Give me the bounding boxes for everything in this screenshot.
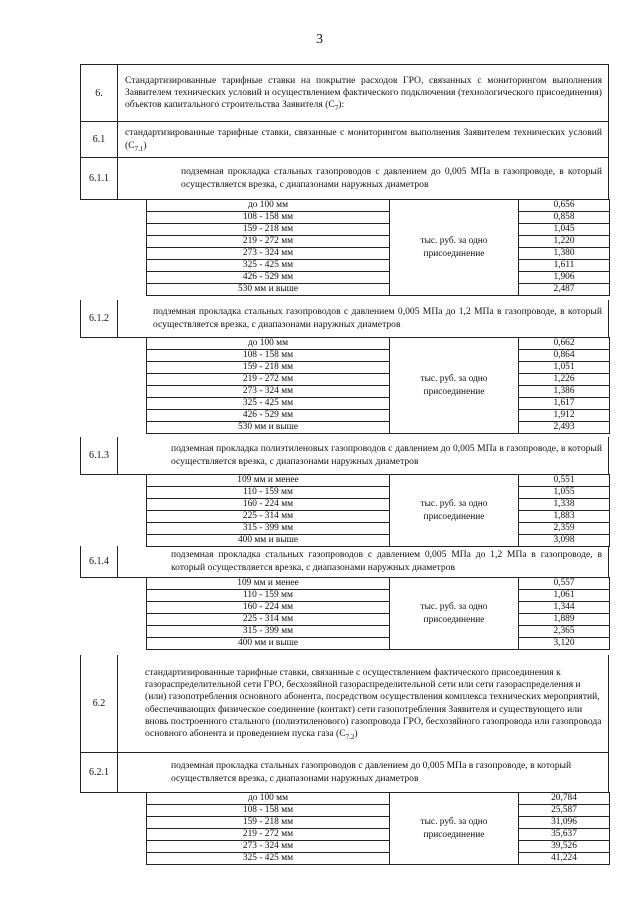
rate-value: 25,587 xyxy=(519,805,610,817)
table-row xyxy=(147,212,610,224)
rate-value: 1,045 xyxy=(519,224,610,236)
diameter-range: 109 мм и менее xyxy=(147,578,390,590)
table-row xyxy=(147,362,610,374)
rate-value: 0,858 xyxy=(519,212,610,224)
rate-value: 1,061 xyxy=(519,590,610,602)
table-row xyxy=(147,817,610,829)
table-row xyxy=(147,272,610,284)
rate-value: 2,365 xyxy=(519,626,610,638)
rate-value: 1,617 xyxy=(519,398,610,410)
table-row xyxy=(147,248,610,260)
diameter-range: 273 - 324 мм xyxy=(147,248,390,260)
section-text: Стандартизированные тарифные ставки на покрытие расходов ГРО, связанных с мониторингом выполнения Заявителем технических условий и осуществлением фактического подключения (технологического присоединения) объектов капитального строительства Заявителя $(С_7)$: xyxy=(125,74,602,113)
diameter-range: 159 - 218 мм xyxy=(147,362,390,374)
rate-table-6-2-1 xyxy=(146,792,610,865)
diameter-range: до 100 мм xyxy=(147,200,390,212)
diameter-range: 325 - 425 мм xyxy=(147,260,390,272)
rate-value: 35,637 xyxy=(519,829,610,841)
rate-table-6-1-4 xyxy=(146,577,610,650)
table-row xyxy=(147,410,610,422)
diameter-range: до 100 мм xyxy=(147,793,390,805)
rate-value: 1,220 xyxy=(519,236,610,248)
table-row xyxy=(147,614,610,626)
rate-value: 1,912 xyxy=(519,410,610,422)
diameter-range: 426 - 529 мм xyxy=(147,272,390,284)
rate-value: 2,493 xyxy=(519,422,610,434)
rate-value: 1,055 xyxy=(519,487,610,499)
table-row xyxy=(147,626,610,638)
diameter-range: 159 - 218 мм xyxy=(147,224,390,236)
table-row xyxy=(147,350,610,362)
section-6-row xyxy=(80,64,609,122)
diameter-range: 273 - 324 мм xyxy=(147,841,390,853)
subsection-6-1-1-header xyxy=(80,158,609,200)
unit-label: тыс. руб. за одно присоединение xyxy=(390,338,519,434)
diameter-range: 225 - 314 мм xyxy=(147,511,390,523)
section-6-2-row xyxy=(80,655,609,753)
rate-value: 1,338 xyxy=(519,499,610,511)
subsection-text: подземная прокладка стальных газопроводов с давлением до 0,005 МПа в газопроводе, в который осуществляется врезка, с диапазонами наружных диаметров xyxy=(171,760,572,784)
subsection-number: 6.1.3 xyxy=(81,437,118,474)
table-row xyxy=(147,853,610,865)
section-6-1-row xyxy=(80,122,609,158)
rate-value: 41,224 xyxy=(519,853,610,865)
diameter-range: 219 - 272 мм xyxy=(147,374,390,386)
table-row xyxy=(147,475,610,487)
section-number: 6. xyxy=(81,65,118,121)
diameter-range: 219 - 272 мм xyxy=(147,236,390,248)
table-row xyxy=(147,638,610,650)
subsection-6-1-2-header xyxy=(80,300,609,338)
table-row xyxy=(147,535,610,547)
subsection-number: 6.1.1 xyxy=(81,158,118,199)
subsection-6-1-4-header xyxy=(80,546,609,578)
rate-value: 0,656 xyxy=(519,200,610,212)
table-row xyxy=(147,523,610,535)
section-number: 6.1 xyxy=(81,122,118,157)
diameter-range: 109 мм и менее xyxy=(147,475,390,487)
table-row xyxy=(147,805,610,817)
diameter-range: 225 - 314 мм xyxy=(147,614,390,626)
diameter-range: 400 мм и выше xyxy=(147,638,390,650)
table-row xyxy=(147,236,610,248)
rate-value: 0,557 xyxy=(519,578,610,590)
diameter-range: 159 - 218 мм xyxy=(147,817,390,829)
diameter-range: 273 - 324 мм xyxy=(147,386,390,398)
table-row xyxy=(147,398,610,410)
diameter-range: 160 - 224 мм xyxy=(147,499,390,511)
table-row xyxy=(147,224,610,236)
diameter-range: 315 - 399 мм xyxy=(147,523,390,535)
rate-value: 2,487 xyxy=(519,284,610,296)
rate-table-6-1-1 xyxy=(146,199,610,296)
diameter-range: 426 - 529 мм xyxy=(147,410,390,422)
table-row xyxy=(147,284,610,296)
rate-value: 1,889 xyxy=(519,614,610,626)
diameter-range: 400 мм и выше xyxy=(147,535,390,547)
subsection-6-1-3-header xyxy=(80,437,609,475)
diameter-range: 315 - 399 мм xyxy=(147,626,390,638)
table-row xyxy=(147,338,610,350)
rate-value: 1,883 xyxy=(519,511,610,523)
rate-value: 39,526 xyxy=(519,841,610,853)
diameter-range: 530 мм и выше xyxy=(147,422,390,434)
unit-label: тыс. руб. за одно присоединение xyxy=(390,475,519,547)
diameter-range: 325 - 425 мм xyxy=(147,853,390,865)
diameter-range: 325 - 425 мм xyxy=(147,398,390,410)
unit-label: тыс. руб. за одно присоединение xyxy=(390,578,519,650)
rate-value: 3,120 xyxy=(519,638,610,650)
section-number: 6.2 xyxy=(81,655,118,752)
rate-table-6-1-2 xyxy=(146,337,610,434)
rate-value: 1,226 xyxy=(519,374,610,386)
diameter-range: 530 мм и выше xyxy=(147,284,390,296)
rate-value: 1,344 xyxy=(519,602,610,614)
rate-value: 1,611 xyxy=(519,260,610,272)
subsection-text: подземная прокладка стальных газопроводов с давлением 0,005 МПа до 1,2 МПа в газопроводе, в который осуществляется врезка, с диапазонами наружных диаметров xyxy=(153,306,602,330)
rate-value: 3,098 xyxy=(519,535,610,547)
table-row xyxy=(147,602,610,614)
rate-value: 1,386 xyxy=(519,386,610,398)
table-row xyxy=(147,386,610,398)
table-row xyxy=(147,374,610,386)
unit-label: тыс. руб. за одно присоединение xyxy=(390,200,519,296)
subsection-text: подземная прокладка стальных газопроводов с давлением 0,005 МПа до 1,2 МПа в газопроводе, в который осуществляется врезка, с диапазонами наружных диаметров xyxy=(171,549,602,573)
table-row xyxy=(147,829,610,841)
rate-value: 1,380 xyxy=(519,248,610,260)
diameter-range: 110 - 159 мм xyxy=(147,487,390,499)
table-row xyxy=(147,499,610,511)
table-row xyxy=(147,422,610,434)
rate-value: 1,906 xyxy=(519,272,610,284)
table-row xyxy=(147,578,610,590)
diameter-range: 108 - 158 мм xyxy=(147,805,390,817)
subsection-text: подземная прокладка стальных газопроводов с давлением до 0,005 МПа в газопроводе, в который осуществляется врезка, с диапазонами наружных диаметров xyxy=(181,166,602,190)
rate-value: 20,784 xyxy=(519,793,610,805)
table-row xyxy=(147,511,610,523)
subsection-number: 6.1.2 xyxy=(81,300,118,337)
rate-value: 2,359 xyxy=(519,523,610,535)
page-number: 3 xyxy=(316,32,323,47)
diameter-range: 110 - 159 мм xyxy=(147,590,390,602)
subsection-number: 6.1.4 xyxy=(81,546,118,577)
table-row xyxy=(147,841,610,853)
table-row xyxy=(147,590,610,602)
diameter-range: 108 - 158 мм xyxy=(147,350,390,362)
rate-value: 0,864 xyxy=(519,350,610,362)
diameter-range: 108 - 158 мм xyxy=(147,212,390,224)
section-text: стандартизированные тарифные ставки, связанные с мониторингом выполнения Заявителем технических условий $(С_{7.1})$ xyxy=(125,127,602,153)
diameter-range: 160 - 224 мм xyxy=(147,602,390,614)
rate-value: 1,051 xyxy=(519,362,610,374)
table-row xyxy=(147,487,610,499)
section-text: стандартизированные тарифные ставки, связанные с осуществлением фактического присоединения к газораспределительной сети ГРО, бесхозяйной газораспределительной сети или сети газораспределения и (или) газопотребления основного абонента, посредством осуществления комплекса технических мероприятий, обеспечивающих физическое соединение (контакт) сети газопотребления Заявителя и существующего или вновь построенного стального (полиэтиленового) газопровода ГРО, бесхозяйного газопровода или газопровода основного абонента и проведением пуска газа $(С_{7.2})$ xyxy=(145,666,602,741)
subsection-text: подземная прокладка полиэтиленовых газопроводов с давлением до 0,005 МПа в газопроводе, в который осуществляется врезка, с диапазонами наружных диаметров xyxy=(171,443,602,467)
subsection-number: 6.2.1 xyxy=(81,753,118,792)
rate-value: 31,096 xyxy=(519,817,610,829)
subsection-6-2-1-header xyxy=(80,753,609,793)
table-row xyxy=(147,200,610,212)
diameter-range: до 100 мм xyxy=(147,338,390,350)
diameter-range: 219 - 272 мм xyxy=(147,829,390,841)
unit-label: тыс. руб. за одно присоединение xyxy=(390,793,519,865)
rate-value: 0,551 xyxy=(519,475,610,487)
rate-value: 0,662 xyxy=(519,338,610,350)
rate-table-6-1-3 xyxy=(146,474,610,547)
table-row xyxy=(147,260,610,272)
table-row xyxy=(147,793,610,805)
